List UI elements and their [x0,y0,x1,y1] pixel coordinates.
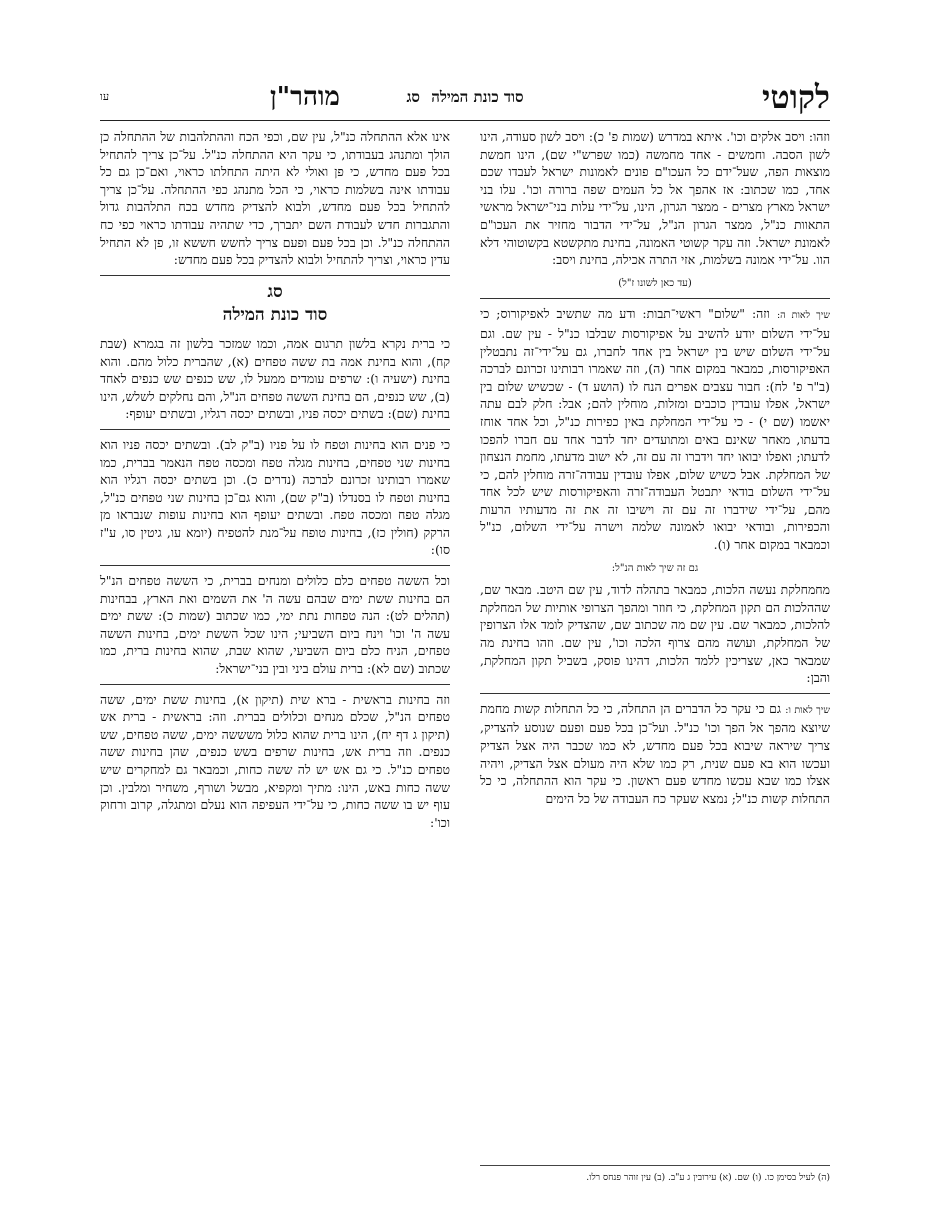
right-text-column [480,128,830,813]
paragraph: מחמחלקת נעשה הלכות, כמבאר בתהלה לדוד, עין שם היטב. מבאר שם, שההלכות הם תקון המחלקת, כי חוזר ומהפך הצרופי אותיות של המחלקת להלכות, כמבאר שם. עין שם מה שכתוב שם, שהצדיק לומד אלו הצרופין של המחלקת, ועושה מהם צרוף הלכה וכו', עין שם. וזהו בחינת מה שמבאר כאן, שצריכין ללמד הלכות, דהינו פוסק, בשביל תקון המחלקת, והבן: [480,582,830,686]
book-title: מוהר"ן [270,82,340,112]
footnote-rule [480,1165,830,1166]
paragraph: כי ברית נקרא בלשון תרגום אמה, וכמו שמזכר בלשון זה בגמרא (שבת קח), והוא בחינת אמה בת ששה טפחים (א), שהברית כלול מהם. והוא בחינת (ישעיה ו): שרפים עומדים ממעל לו, שש כנפים שש כנפים לאחד (ב), שש כנפים, הם בחינת הששה טפחים הנ"ל, והם נחלקים לשלש, הינו בחינת (שם): בשתים יכסה פניו, ובשתים יכסה רגליו, ובשתים יעופף: [100,335,450,422]
running-head-section-number: סג [406,88,420,106]
divider [480,298,830,299]
page-header [100,78,830,122]
section-title: סוד כונת המילה [222,305,328,326]
divider [100,565,450,566]
paragraph-text: גם כי עקר כל הדברים הן התחלה, כי כל התחלות קשות מחמת שיוצא מהפך אל הפך וכו' כנ"ל. ועל־כן בכל פעם ופעם שנוסע להצדיק, צריך שיראה שיבוא בכל פעם מחדש, לא כמו שכבר היה אצל הצדיק ועכשו הוא בא פעם שנית, רק כמו שלא היה מעולם אצל הצדיק, ויהיה אצלו כמו שבא עכשו מחדש פעם ראשון. כי עקר הוא ההתחלה, כי כל התחלות קשות כנ"ל; נמצא שעקר כח העבודה של כל הימים [480,700,830,806]
paragraph: אינו אלא ההתחלה כנ"ל, עין שם, וכפי הכח וההתלהבות של ההתחלה כן הולך ומתנהג בעבודתו, כי עקר היא ההתחלה כנ"ל. על־כן צריך להתחיל בכל פעם מחדש, כי פן ואולי לא היתה התחלתו כראוי, ואם־כן גם כל עבודתו אינה בשלמות כראוי, כי הכל מתנהג כפי ההתחלה. על־כן צריך להתחיל בכל פעם מחדש, ולבוא להצדיק מחדש בכח התלהבות גדול והתגברות חדש לעבודת השם יתברך, כדי שתהיה עבודתו כראוי כפי כח ההתחלה כנ"ל. וכן בכל פעם ופעם צריך לחשש חששא זו, פן לא התחיל עדין כראוי, וצריך להתחיל ולבוא להצדיק בכל פעם מחדש: [100,129,450,268]
paragraph [480,305,830,553]
side-note: שיך לאות ו: [785,704,830,716]
side-note: שיך לאות ה: [776,310,830,322]
paragraph: וזהו: ויסב אלקים וכו'. איתא במדרש (שמות פ' כ): ויסב לשון סעודה, הינו לשון הסבה. וחמשים - אחד מחמשה (כמו שפרש"י שם), הינו חמשת מוצאות הפה, שעל־ידם כל העכו"ם פונים לאמונות ישראל לעבדו שכם אחד, כמו שכתוב: אז אהפך אל כל העמים שפה ברורה וכו'. עלו בני ישראל מארץ מצרים - ממצר הגרון, הינו, על־ידי עלות בני־ישראל מראשי התאוות כנ"ל, ממצר הגרון הנ"ל, על־ידי הדבור מחזיר את העכו"ם לאמונת ישראל. וזה עקר קשוטי האמונה, בחינת מתקשטא בקשוטוהי דלא הוו. על־ידי אמונה בשלמות, אזי התרה אכילה, בחינת ויסב: [480,129,830,268]
running-head [100,88,830,107]
series-title: לקוטי [762,78,830,116]
end-quote-note: (עד כאן לשונו ז"ל) [618,277,692,289]
running-head-section-name: סוד כונת המילה [431,88,524,106]
paragraph: וזה בחינות בראשית - ברא שית (תיקון א), בחינות ששת ימים, ששה טפחים הנ"ל, שכלם מנחים וכלולים בברית. וזה: בראשית - ברית אש (תיקון ג דף יח), הינו ברית שהוא כלול משששה ימים, ששה טפחים, שש כנפים. וזה ברית אש, בחינות שרפים בשש כנפים, שהן בחינות ששה טפחים כנ"ל. כי גם אש יש לה ששה כחות, וכמבאר גם למחקרים שיש ששה כחות באש, הינו: מתיך ומקפיא, מבשל ושורף, משחיר ומלבין. וכן עוף יש בו ששה כחות, כי על־ידי העפיפה הוא נעלם ומתגלה, קרוב ורחוק וכו': [100,691,450,830]
left-text-column [100,128,450,837]
section-label: גם זה שיך לאות הנ"ל: [611,562,699,574]
paragraph: וכל הששה טפחים כלם כלולים ומנחים בברית, כי הששה טפחים הנ"ל הם בחינות ששת ימים שבהם עשה ה' את השמים ואת הארץ, בבחינות (תהלים לט): הנה טפחות נתת ימי, כמו שכתוב (שמות כ): ששת ימים עשה ה' וכו' וינח ביום השביעי; הינו שכל הששת ימים, בחינות הששה טפחים, הניח כלם ביום השביעי, שהוא שבת, שהוא בחינות ברית, כמו שכתוב (שם לא): ברית עולם ביני ובין בני־ישראל: [100,573,450,677]
header-rule [100,120,830,121]
paragraph-text: וזה: "שלום" ראשי־תבות: ודע מה שתשיב לאפיקורוס; כי על־ידי השלום יודע להשיב על אפיקורסות שבלבו כנ"ל - עין שם. וגם על־ידי השלום שיש בין ישראל בין אחד לחברו, גם על־ידי־זה נתבטלין האפיקורסות, כמבאר במקום אחר (ה), וזה שאמרו רבותינו זכרונם לברכה (ב"ר פ' לח): חבור עצבים אפרים הנח לו (הושע ד) - שכשיש שלום בין ישראל, אפלו עובדין כוכבים ומזלות, מוחלין להם; אבל: חלק לבם עתה יאשמו (שם י) - כי על־ידי המחלקת באין כפירות כנ"ל, וכל אחד אוחז בדעתו, מאחר שאינם באים ומתועדים יחד לדבר אחד עם חברו להפכו לדעתו; ואפלו יבואו יחד וידברו זה עם זה, לא ישוב מדעתו, מחמת הנצחון של המחלקת. אבל כשיש שלום, אפלו עובדין עבודה־זרה מוחלין להם, כי על־ידי השלום בודאי יתבטל העבודה־זרה והאפיקורסות שיש לכל אחד מהם, על־ידי שידברו זה עם זה וישיבו זה את זה מדעותיו הרעות והכפירות, ובודאי יבואו לאמונה שלמה וישרה על־ידי השלום, כנ"ל וכמבאר במקום אחר (ו). [480,306,830,553]
footnotes: (ה) לעיל בסימן כו. (ו) שם. (א) עירובין ג ע"ב. (ב) עין זוהר פנחס רלו. [586,1173,830,1183]
page-number: עו [100,90,110,103]
paragraph: כי פנים הוא בחינות וטפח לו על פניו (ב"ק לב). ובשתים יכסה פניו הוא בחינות שני טפחים, בחינות מגלה טפח ומכסה טפח הנאמר בברית, כמו שאמרו רבותינו זכרונם לברכה (נדרים כ). וכן בשתים יכסה רגליו הוא בחינות וטפח לו בסנדלו (ב"ק שם), והוא גם־כן בחינות שני טפחים כנ"ל, מגלה טפח ומכסה טפח. ובשתים יעופף הוא בחינות עופות שנבראו מן הרקק (חולין כז), בחינות טופח על־מנת להטפיח (יומא עו, גיטין סו, ע"ז סו): [100,436,450,558]
divider [100,275,450,276]
section-number: סג [267,281,283,302]
paragraph [480,700,830,808]
divider [100,684,450,685]
divider [480,693,830,694]
divider [100,429,450,430]
